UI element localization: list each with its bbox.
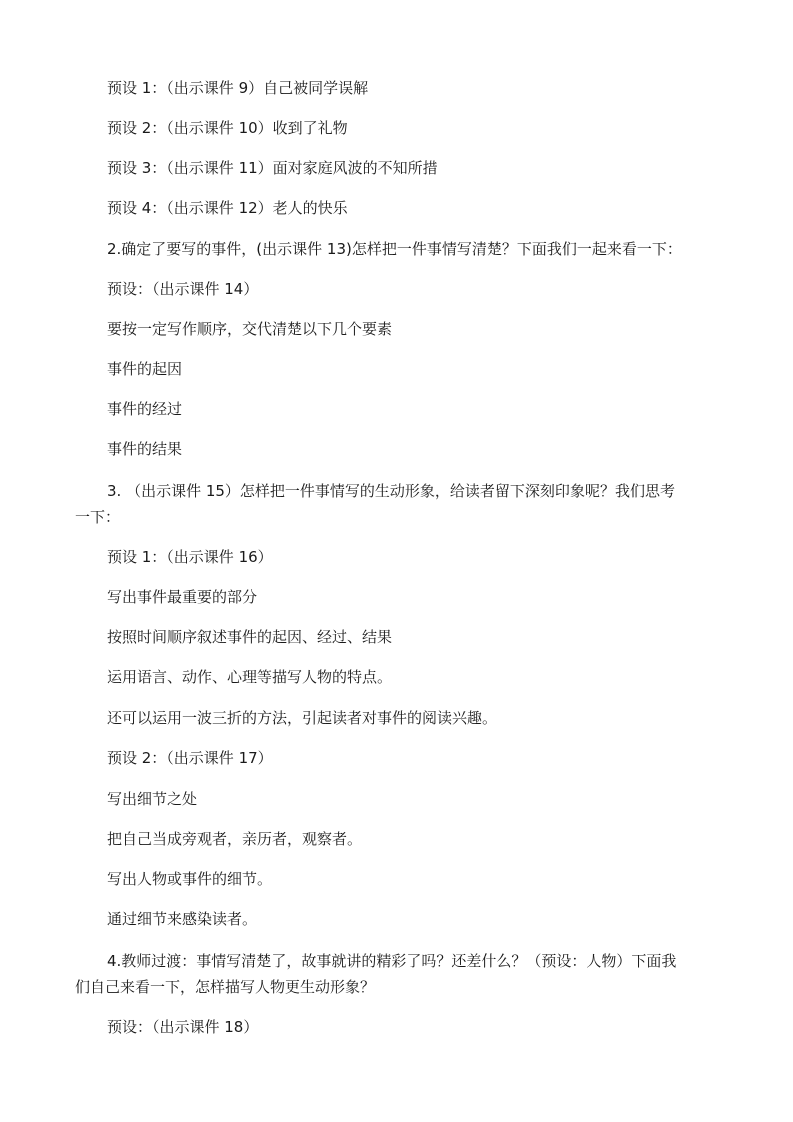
preset-4-line: 预设 4：（出示课件 12）老人的快乐 [107, 199, 348, 217]
list-item: 通过细节来感染读者。 [107, 910, 258, 928]
list-item: 运用语言、动作、心理等描写人物的特点。 [107, 668, 393, 686]
order-requirement-line: 要按一定写作顺序，交代清楚以下几个要素 [107, 320, 393, 338]
list-item: 写出细节之处 [107, 790, 198, 808]
preset-2-line: 预设 2：（出示课件 17） [107, 749, 273, 767]
step-4-paragraph-continuation: 们自己来看一下，怎样描写人物更生动形象？ [75, 978, 376, 996]
preset-3-line: 预设 3：（出示课件 11）面对家庭风波的不知所措 [107, 159, 438, 177]
preset-line: 预设：（出示课件 14） [107, 280, 259, 298]
step-3-paragraph: 3. （出示课件 15）怎样把一件事情写的生动形象，给读者留下深刻印象呢？我们思考 [107, 482, 675, 500]
step-4-paragraph: 4.教师过渡：事情写清楚了，故事就讲的精彩了吗？还差什么？（预设：人物）下面我 [107, 952, 677, 970]
preset-line: 预设：（出示课件 18） [107, 1018, 259, 1036]
step-2-paragraph: 2.确定了要写的事件，(出示课件 13)怎样把一件事情写清楚？下面我们一起来看一下： [107, 240, 682, 258]
event-process-line: 事件的经过 [107, 400, 183, 418]
event-cause-line: 事件的起因 [107, 360, 183, 378]
preset-1-line: 预设 1：（出示课件 9）自己被同学误解 [107, 79, 369, 97]
list-item: 写出事件最重要的部分 [107, 588, 258, 606]
list-item: 还可以运用一波三折的方法，引起读者对事件的阅读兴趣。 [107, 709, 498, 727]
preset-1-line: 预设 1：（出示课件 16） [107, 548, 273, 566]
list-item: 按照时间顺序叙述事件的起因、经过、结果 [107, 628, 393, 646]
list-item: 写出人物或事件的细节。 [107, 870, 273, 888]
preset-2-line: 预设 2：（出示课件 10）收到了礼物 [107, 119, 348, 137]
event-result-line: 事件的结果 [107, 440, 183, 458]
list-item: 把自己当成旁观者，亲历者，观察者。 [107, 830, 363, 848]
step-3-paragraph-continuation: 一下： [75, 508, 121, 526]
